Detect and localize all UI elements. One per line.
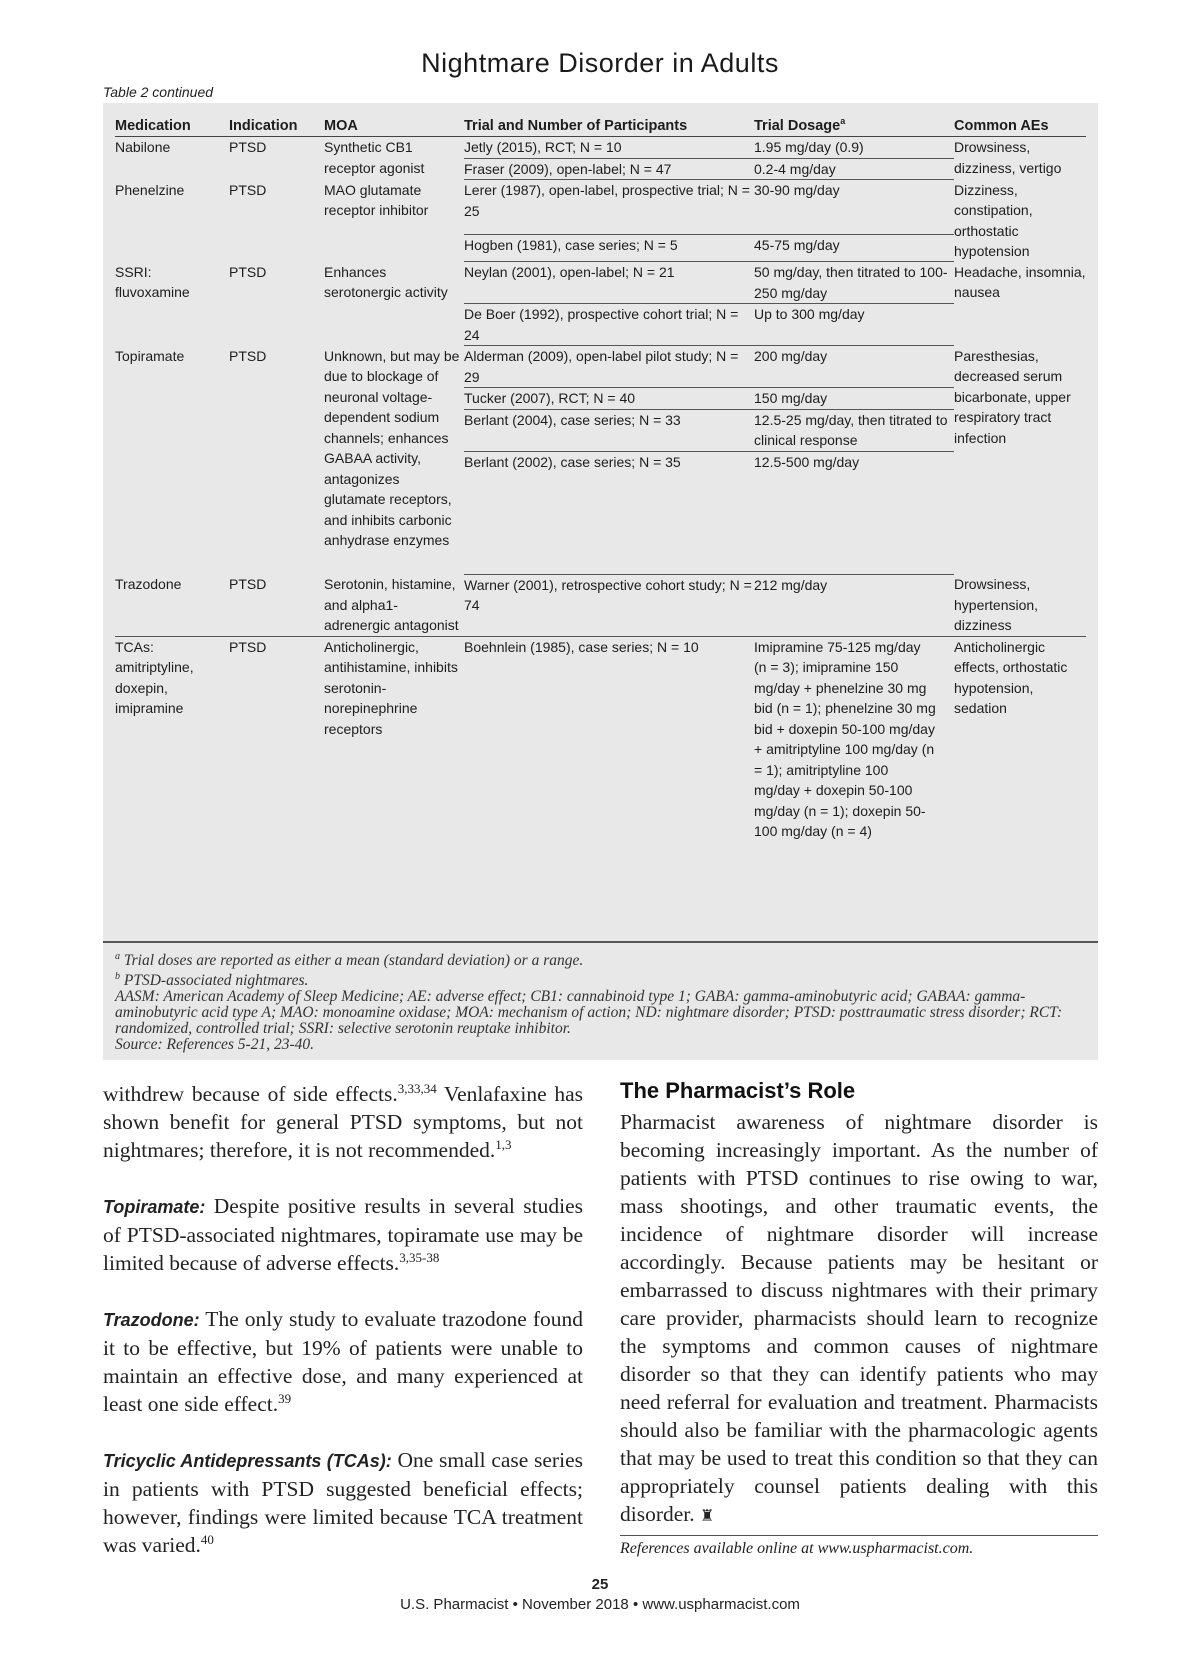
- cell-indication: PTSD: [229, 139, 267, 156]
- cell-aes: Paresthesias, decreased serum bicarbonate, upper respiratory tract infection: [954, 347, 1071, 446]
- end-mark-icon: ♜: [700, 1508, 715, 1525]
- cell-trial: Hogben (1981), case series; N = 5: [464, 234, 754, 262]
- header-aes: Common AEs: [954, 111, 1086, 137]
- footer-publication: U.S. Pharmacist • November 2018 • www.uspharmacist.com: [400, 1596, 800, 1613]
- header-trial: Trial and Number of Participants: [464, 111, 754, 137]
- cell-trial: Berlant (2002), case series; N = 35: [464, 451, 754, 574]
- footnote-divider: [103, 941, 1098, 943]
- footnote-a: $^a$ Trial doses are reported as either a mean (standard deviation) or a range.: [115, 951, 584, 970]
- paragraph: withdrew because of side effects.$^{3,33,34}$ Venlafaxine has shown benefit for general PTSD symptoms, but not nightmares; therefore, it is not recommended.$^{1,3}$: [103, 1080, 583, 1162]
- cell-aes: Drowsiness, dizziness, vertigo: [954, 139, 1062, 176]
- cell-moa: MAO glutamate receptor inhibitor: [324, 181, 429, 219]
- cell-trial: Warner (2001), retrospective cohort study; N = 74: [464, 574, 754, 636]
- topiramate-paragraph: Topiramate: Despite positive results in several studies of PTSD-associated nightmares, topiramate use may be limited because of adverse effects.$^{3,35-38}$: [103, 1194, 583, 1275]
- cell-trial: Jetly (2015), RCT; N = 10: [464, 137, 754, 159]
- cell-trial: Tucker (2007), RCT; N = 40: [464, 388, 754, 410]
- footnote-abbreviations: AASM: American Academy of Sleep Medicine; AE: adverse effect; CB1: cannabinoid type 1; GABA: gamma-aminobutyric acid; GABAA: gamma-aminobutyric acid type A; MAO: monoamine oxidase; MOA: mechanism of action; ND: nightmare disorder; PTSD: posttraumatic stress disorder; RCT: randomized, controlled trial; SSRI: selective serotonin reuptake inhibitor.: [115, 988, 1063, 1038]
- cell-dosage: 150 mg/day: [754, 388, 954, 410]
- table-row: [115, 574, 1086, 636]
- tca-paragraph: Tricyclic Antidepressants (TCAs): One small case series in patients with PTSD suggested beneficial effects; however, findings were limited because TCA treatment was varied.$^{40}$: [103, 1448, 583, 1557]
- cell-trial: Boehnlein (1985), case series; N = 10: [464, 638, 699, 655]
- cell-medication: TCAs: amitriptyline, doxepin, imipramine: [115, 638, 194, 717]
- cell-aes: Headache, insomnia, nausea: [954, 263, 1086, 301]
- cell-dosage: 12.5-25 mg/day, then titrated to clinical response: [754, 409, 954, 451]
- cell-dosage: 50 mg/day, then titrated to 100-250 mg/day: [754, 262, 954, 304]
- footnote-b: $^b$ PTSD-associated nightmares.: [115, 971, 309, 990]
- cell-trial: Fraser (2009), open-label; N = 47: [464, 158, 754, 180]
- cell-aes: Drowsiness, hypertension, dizziness: [954, 574, 1086, 636]
- drug-table-panel: [103, 103, 1098, 1060]
- cell-moa: Enhances serotonergic activity: [324, 263, 448, 301]
- cell-trial: De Boer (1992), prospective cohort trial; N = 24: [464, 304, 754, 346]
- cell-aes: Dizziness, constipation, orthostatic hypotension: [954, 181, 1033, 260]
- page-number: 25: [591, 1576, 609, 1593]
- drug-table: [115, 111, 1086, 842]
- table-row: [115, 346, 1086, 388]
- cell-indication: PTSD: [229, 638, 267, 655]
- cell-moa: Synthetic CB1 receptor agonist: [324, 139, 425, 176]
- cell-indication: PTSD: [229, 347, 267, 364]
- cell-dosage: 45-75 mg/day: [754, 234, 954, 262]
- role-paragraph: Pharmacist awareness of nightmare disorder is becoming increasingly important. As the number of patients with PTSD continues to rise owing to war, mass shootings, and other traumatic events, the incidence of nightmare disorder will increase accordingly. Because patients may be hesitant or embarrassed to discuss nightmares with their primary care provider, pharmacists should learn to recognize the symptoms and common causes of nightmare disorder so that they can identify patients who may need referral for evaluation and treatment. Pharmacists should also be familiar with the pharmacologic agents that may be used to treat this condition so that they can appropriately counsel patients dealing with this disorder. ♜: [620, 1110, 1098, 1526]
- footnote-source: Source: References 5-21, 23-40.: [115, 1036, 314, 1054]
- cell-dosage: 1.95 mg/day (0.9): [754, 137, 954, 159]
- cell-medication: Nabilone: [115, 139, 171, 156]
- cell-indication: PTSD: [229, 574, 324, 636]
- table-row: [115, 137, 1086, 159]
- cell-dosage: 30-90 mg/day: [754, 180, 954, 234]
- cell-dosage: Imipramine 75-125 mg/day (n = 3); imipramine 150 mg/day + phenelzine 30 mg bid (n = 1); phenelzine 30 mg bid + doxepin 50-100 mg/day + amitriptyline 100 mg/day (n = 1); amitriptyline 100 mg/day + doxepin 50-100 mg/day (n = 1); doxepin 50-100 mg/day (n = 4): [754, 638, 936, 840]
- cell-aes: Anticholinergic effects, orthostatic hypotension, sedation: [954, 638, 1068, 717]
- cell-dosage: 200 mg/day: [754, 346, 954, 388]
- cell-dosage: Up to 300 mg/day: [754, 304, 954, 346]
- left-column: [103, 1080, 583, 1559]
- table-footnotes: [115, 949, 1075, 1053]
- cell-trial: Berlant (2004), case series; N = 33: [464, 409, 754, 451]
- cell-moa: Serotonin, histamine, and alpha1-adrenergic antagonist: [324, 574, 464, 636]
- cell-indication: PTSD: [229, 181, 267, 198]
- header-indication: Indication: [229, 111, 324, 137]
- cell-dosage: 0.2-4 mg/day: [754, 158, 954, 180]
- cell-dosage: 212 mg/day: [754, 574, 954, 636]
- references-note: References available online at www.uspharmacist.com.: [620, 1535, 1098, 1560]
- cell-indication: PTSD: [229, 263, 267, 280]
- table-row: [115, 262, 1086, 304]
- right-column: [620, 1076, 1098, 1560]
- header-dosage: Trial Dosage$^a$: [754, 111, 954, 137]
- page-title: Nightmare Disorder in Adults: [421, 48, 779, 78]
- cell-medication: Topiramate: [115, 347, 185, 364]
- table-label: Table 2 continued: [103, 84, 214, 100]
- cell-trial: Lerer (1987), open-label, prospective trial; N = 25: [464, 180, 754, 234]
- cell-moa: Anticholinergic, antihistamine, inhibits serotonin-norepinephrine receptors: [324, 638, 458, 737]
- table-header-row: [115, 111, 1086, 137]
- table-row: [115, 636, 1086, 842]
- table-row: [115, 180, 1086, 234]
- cell-dosage: 12.5-500 mg/day: [754, 451, 954, 574]
- header-medication: Medication: [115, 111, 229, 137]
- cell-moa: Unknown, but may be due to blockage of neuronal voltage-dependent sodium channels; enhances GABAA activity, antagonizes glutamate receptors, and inhibits carbonic anhydrase enzymes: [324, 347, 460, 549]
- trazodone-paragraph: Trazodone: The only study to evaluate trazodone found it to be effective, but 19% of patients were unable to maintain an effective dose, and many experienced at least one side effect.$^{39}$: [103, 1307, 583, 1416]
- cell-medication: Trazodone: [115, 574, 229, 636]
- cell-medication: Phenelzine: [115, 181, 185, 198]
- cell-trial: Neylan (2001), open-label; N = 21: [464, 262, 754, 304]
- cell-trial: Alderman (2009), open-label pilot study; N = 29: [464, 346, 754, 388]
- header-moa: MOA: [324, 111, 464, 137]
- section-heading: The Pharmacist’s Role: [620, 1078, 856, 1103]
- cell-medication: SSRI: fluvoxamine: [115, 263, 190, 301]
